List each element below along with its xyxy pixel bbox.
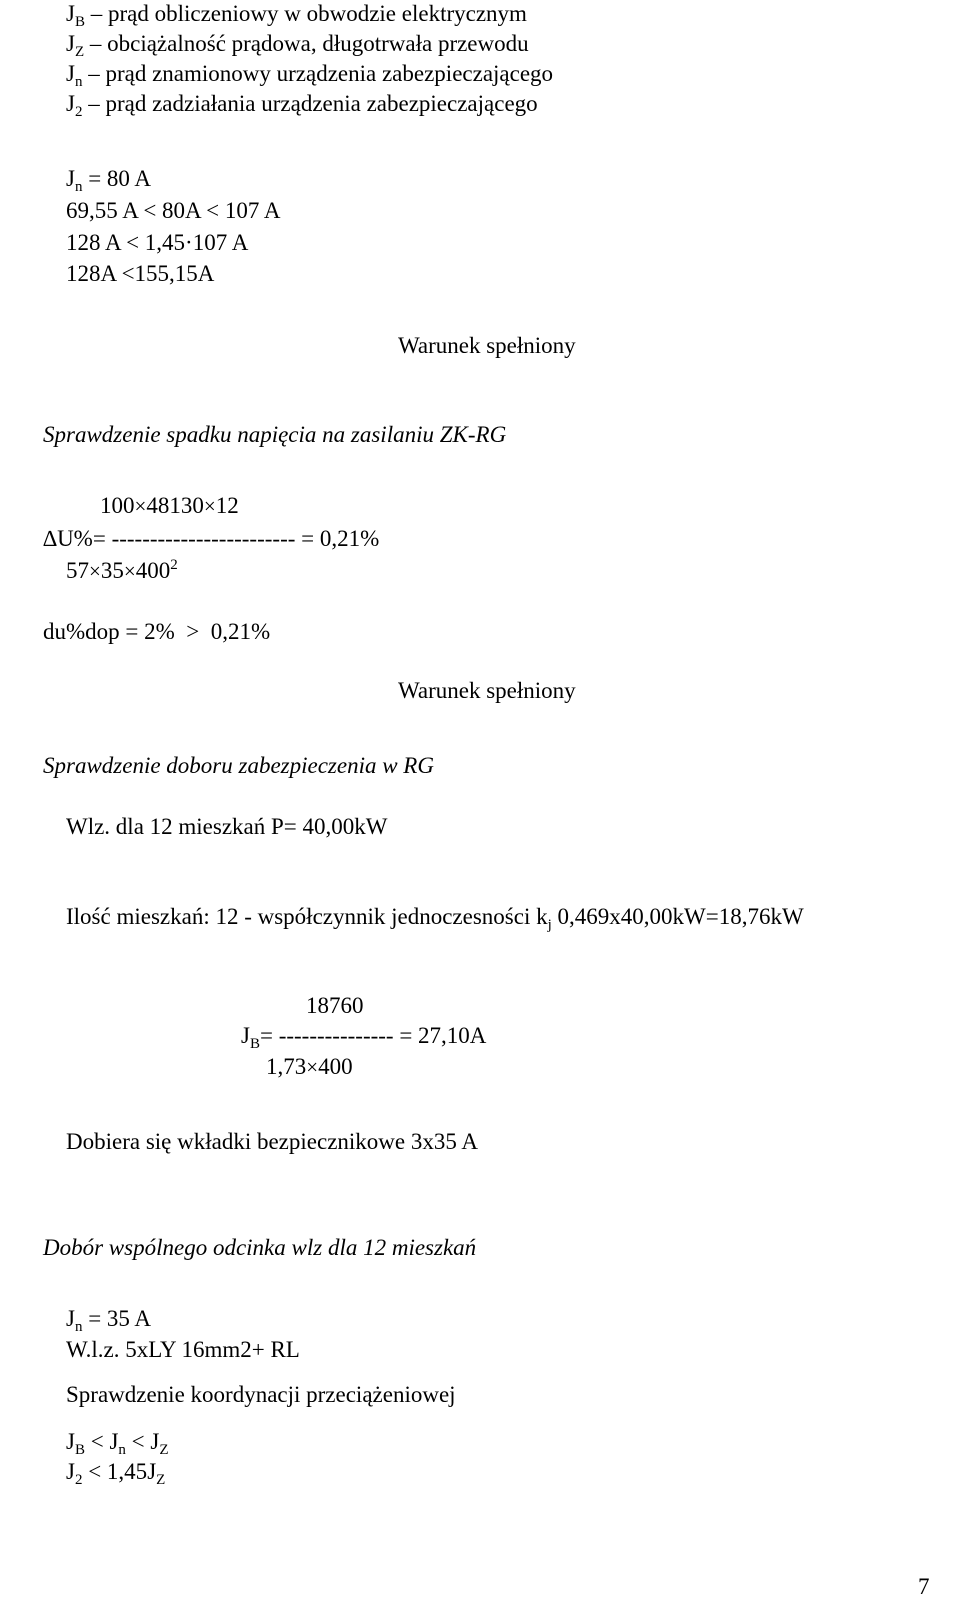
legend-jz: $J_Z$ – obciążalność prądowa, długotrwała przewodu — [66, 31, 529, 60]
voltage-drop-heading: Sprawdzenie spadku napięcia na zasilaniu ZK-RG — [43, 422, 507, 447]
legend-jn: $J_n$ – prąd znamionowy urządzenia zabezpieczającego — [66, 61, 554, 90]
common-formula-2: $J_2 < 1,45J_Z$ — [66, 1459, 166, 1488]
common-formula-1: $J_B < J_n < J_Z$ — [66, 1429, 169, 1458]
calc1-line2: 69,55 A < 80A < 107 A — [66, 198, 281, 223]
common-heading: Dobór wspólnego odcinka wlz dla 12 mieszkań — [43, 1235, 477, 1260]
rg-numerator: 18760 — [306, 993, 364, 1018]
rg-heading: Sprawdzenie doboru zabezpieczenia w RG — [43, 753, 434, 778]
calc1-line3: 128 A < 1,45·107 A — [66, 230, 249, 255]
voltage-drop-result: Warunek spełniony — [398, 678, 576, 703]
voltage-drop-denominator: $57\times 35\times 400^2$ — [66, 557, 178, 583]
common-wlz: W.l.z. 5xLY 16mm2+ RL — [66, 1337, 300, 1362]
rg-denominator: 1,73×400 — [266, 1054, 353, 1079]
rg-jb-formula: $J_B=$ --------------- = 27,10A — [241, 1023, 487, 1052]
page-number: 7 — [918, 1574, 930, 1599]
voltage-drop-numerator: 100×48130×12 — [100, 493, 239, 518]
rg-dobiera: Dobiera się wkładki bezpiecznikowe 3x35 A — [66, 1129, 478, 1154]
legend-jb: $J_B$ – prąd obliczeniowy w obwodzie elektrycznym — [66, 1, 527, 30]
rg-ilosc: Ilość mieszkań: 12 - współczynnik jednoczesności $k_j$ 0,469x40,00kW=18,76kW — [66, 904, 804, 933]
calc1-line4: 128A <155,15A — [66, 261, 215, 286]
voltage-drop-formula: ∆U%= ------------------------ = 0,21% — [43, 526, 380, 551]
legend-j2: $J_2$ – prąd zadziałania urządzenia zabezpieczającego — [66, 91, 538, 120]
rg-wlz: Wlz. dla 12 mieszkań P= 40,00kW — [66, 814, 388, 839]
calc1-jn: $J_n = 80$ A — [66, 166, 152, 195]
common-koord: Sprawdzenie koordynacji przeciążeniowej — [66, 1382, 456, 1407]
common-jn: $J_n = 35$ A — [66, 1306, 152, 1335]
voltage-drop-dop: du%dop = 2% > 0,21% — [43, 619, 271, 644]
calc1-result: Warunek spełniony — [398, 333, 576, 358]
